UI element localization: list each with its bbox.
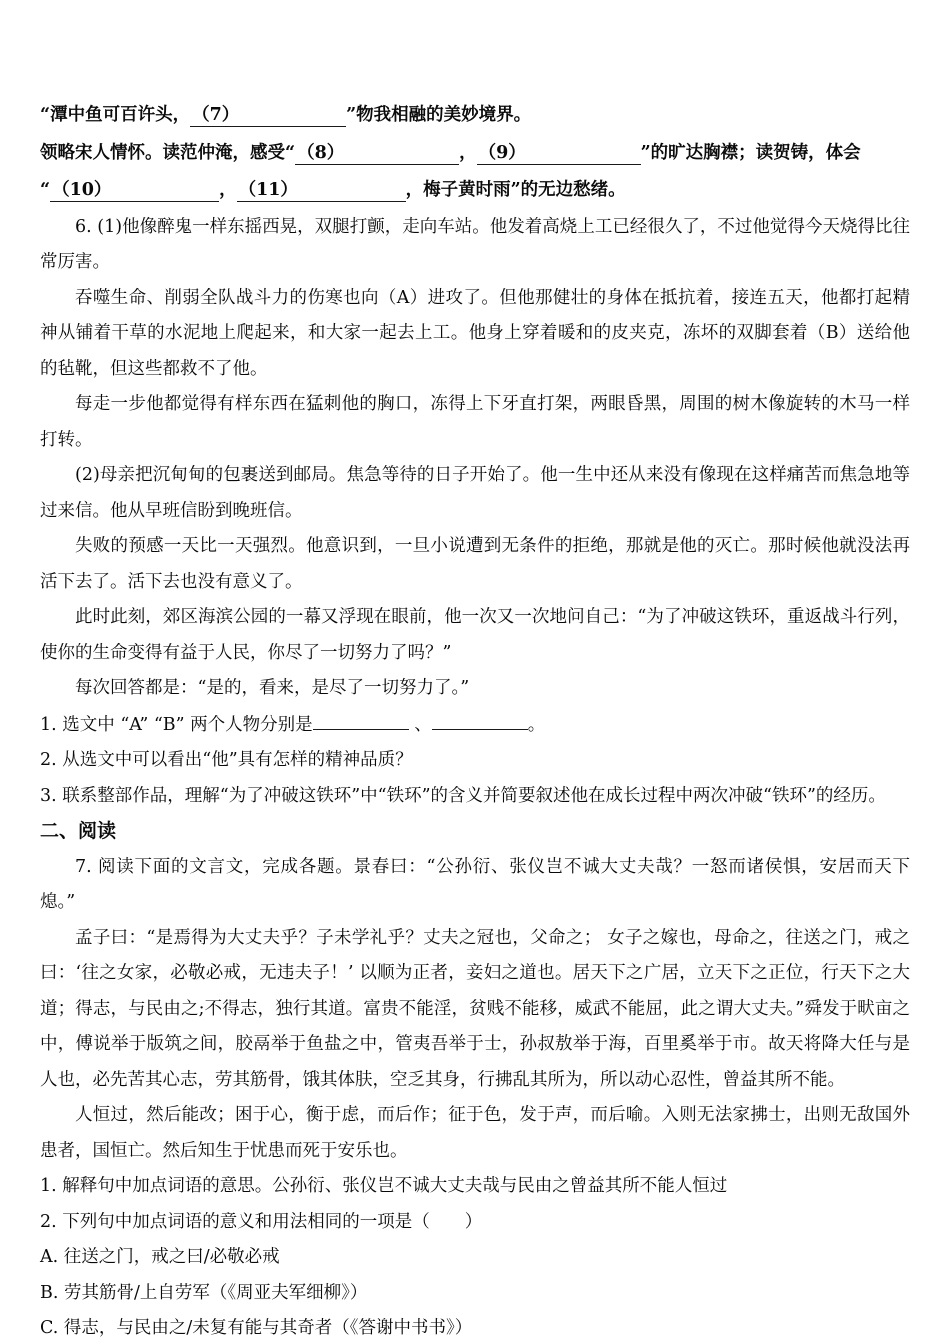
passage6-paragraph-5: 失败的预感一天比一天强烈。他意识到，一旦小说遭到无条件的拒绝，那就是他的灭亡。那时候他就没法再活下去了。活下去也没有意义了。 [40,536,910,592]
section2-option-a: A. 往送之门，戒之曰/必敬必戒 [40,1247,280,1267]
passage6-paragraph-2: 吞噬生命、削弱全队战斗力的伤寒也向（A）进攻了。但他那健壮的身体在抵抗着，接连五天，他都打起精神从铺着干草的水泥地上爬起来，和大家一起去上工。他身上穿着暖和的皮夹克，冻坏的双脚套着（B）送给他的毡靴，但这些都救不了他。 [40,287,910,379]
passage6-paragraph-3: 每走一步他都觉得有样东西在猛刺他的胸口，冻得上下牙直打架，两眼昏黑，周围的树木像旋转的木马一样打转。 [40,394,910,450]
question-1-period: 。 [527,714,546,735]
question-1-text: 1. 选文中 “A” “B” 两个人物分别是 [40,714,313,735]
question-1 [40,707,910,744]
section2-question-2: 2. 下列句中加点词语的意义和用法相同的一项是（ ） [40,1211,483,1232]
passage6-paragraph-7: 每次回答都是：“是的，看来，是尽了一切努力了。” [75,678,470,698]
fill-in-line-3-comma: ， [219,180,237,200]
question-3: 3. 联系整部作品，理解“为了冲破这铁环”中“铁环”的含义并简要叙述他在成长过程中两次冲破“铁环”的经历。 [40,785,886,806]
fill-in-line-3-post: ，梅子黄时雨”的无边愁绪。 [405,180,626,200]
question-1-blank-a [313,707,409,730]
fill-in-line-3-pre: “ [40,180,51,200]
section2-option-b: B. 劳其筋骨/上自劳军（《周亚夫军细柳》） [40,1282,368,1303]
answer-blank-9: （9） [477,142,641,165]
passage6-paragraph-6: 此时此刻，郊区海滨公园的一幕又浮现在眼前，他一次又一次地问自己：“为了冲破这铁环，重返战斗行列，使你的生命变得有益于人民，你尽了一切努力了吗？” [40,607,910,663]
passage7-paragraph-3: 人恒过，然后能改；困于心，衡于虑，而后作；征于色，发于声，而后喻。入则无法家拂士，出则无敌国外患者，国恒亡。然后知生于忧患而死于安乐也。 [40,1105,910,1161]
passage6-paragraph-4: (2)母亲把沉甸甸的包裹送到邮局。焦急等待的日子开始了。他一生中还从来没有像现在这样痛苦而焦急地等过来信。他从早班信盼到晚班信。 [40,465,910,521]
fill-in-line-2-pre: 领略宋人情怀。读范仲淹，感受“ [40,142,296,163]
fill-in-line-2-comma: ， [459,142,477,163]
answer-blank-7: （7） [190,104,346,127]
question-1-separator: 、 [408,714,432,735]
fill-in-line-2 [40,135,910,173]
fill-in-line-1-pre: “潭中鱼可百许头， [40,105,191,125]
section-2-heading: 二、阅读 [40,820,117,842]
answer-blank-10: （10） [50,179,219,202]
fill-in-line-1-post: ”物我相融的美妙境界。 [346,105,532,125]
question-1-blank-b [432,707,528,730]
fill-in-line-2-post: ”的旷达胸襟；读贺铸，体会 [640,142,861,163]
fill-in-line-3 [40,172,910,210]
passage7-paragraph-1: 7. 阅读下面的文言文，完成各题。景春曰：“公孙衍、张仪岂不诚大丈夫哉？一怒而诸侯惧，安居而天下熄。” [40,856,910,912]
answer-blank-8: （8） [295,142,459,165]
passage7-paragraph-2: 孟子曰：“是焉得为大丈夫乎？子未学礼乎？丈夫之冠也，父命之； 女子之嫁也，母命之，往送之门，戒之曰：‘往之女家，必敬必戒，无违夫子！’ 以顺为正者，妾妇之道也。居天下之广居，立天下之正位，行天下之大道；得志，与民由之;不得志，独行其道。富贵不能淫，贫贱不能移，威武不能屈，此之谓大丈夫。”舜发于畎亩之中，傅说举于版筑之间，胶鬲举于鱼盐之中，管夷吾举于士，孙叔敖举于海，百里奚举于市。故天将降大任与是人也，必先苦其心志，劳其筋骨，饿其体肤，空乏其身，行拂乱其所为，所以动心忍性，曾益其所不能。 [40,927,910,1090]
section2-question-1: 1. 解释句中加点词语的意思。公孙衍、张仪岂不诚大丈夫哉与民由之曾益其所不能人恒过 [40,1176,728,1196]
answer-blank-11: （11） [237,179,406,202]
fill-in-line-1 [40,97,910,135]
passage6-paragraph-1: 6. (1)他像醉鬼一样东摇西晃，双腿打颤，走向车站。他发着高烧上工已经很久了，不过他觉得今天烧得比往常厉害。 [40,216,910,272]
section2-option-c: C. 得志，与民由之/未复有能与其奇者（《答谢中书书》） [40,1318,473,1338]
question-2: 2. 从选文中可以看出“他”具有怎样的精神品质？ [40,750,413,770]
